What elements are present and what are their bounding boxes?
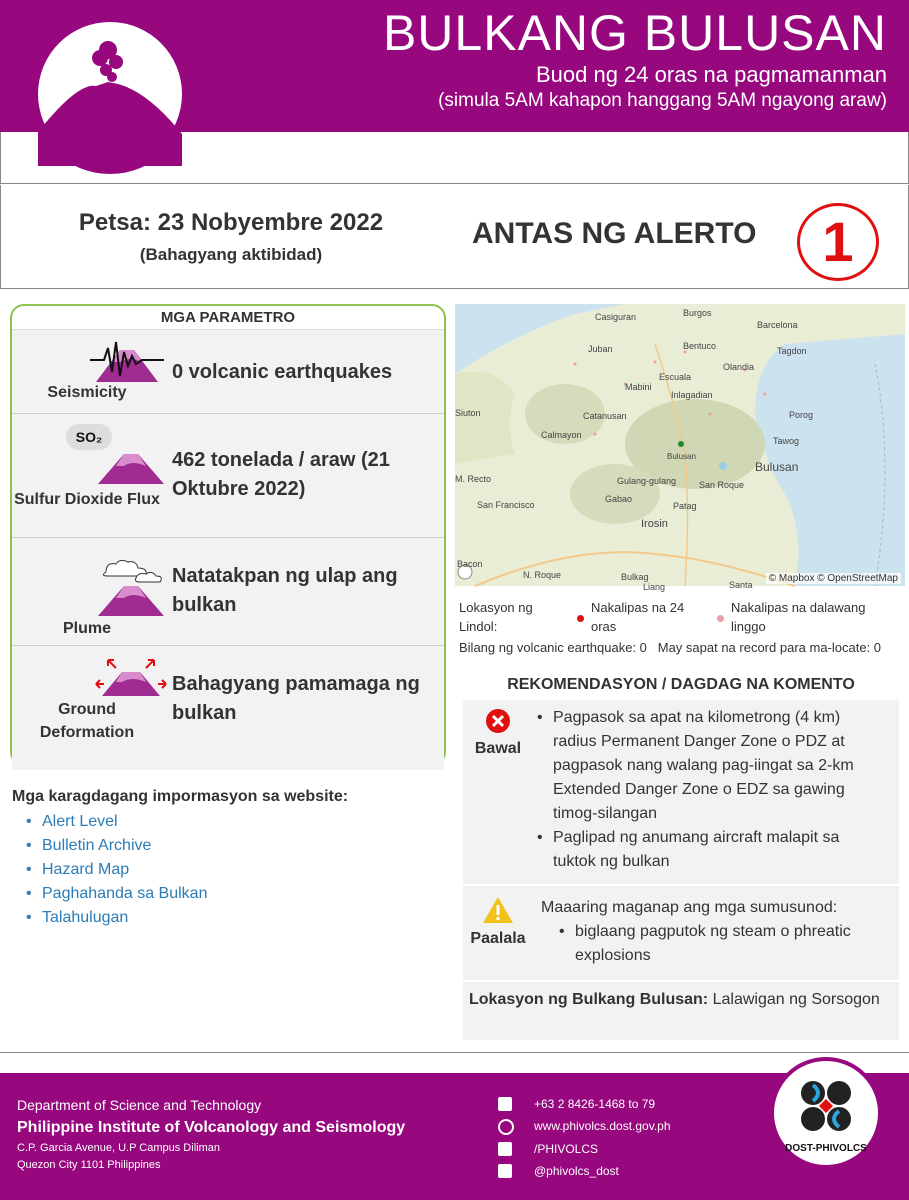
recommendations-title: REKOMENDASYON / DAGDAG NA KOMENTO [507, 676, 855, 693]
earthquake-map[interactable] [455, 304, 905, 592]
legend-location-label: Lokasyon ng Lindol: [459, 600, 533, 634]
parameters-panel [10, 304, 446, 766]
link-hazard-map[interactable]: • Hazard Map [24, 858, 207, 882]
parameter-label: Sulfur Dioxide Flux [14, 491, 160, 508]
legend-recent: Nakalipas na 24 oras [591, 600, 685, 634]
parameter-row-so2 [12, 414, 444, 538]
earthquake-counts: Bilang ng volcanic earthquake: 0 May sapat na record para ma-locate: 0 [459, 640, 882, 655]
prohibited-icon [486, 709, 510, 733]
parameter-label: Ground Deformation [39, 701, 135, 741]
link-paghahanda[interactable]: • Paghahanda sa Bulkan [24, 882, 207, 906]
bulletin-date: Petsa: 23 Nobyembre 2022 [78, 209, 384, 236]
parameter-row-plume [12, 538, 444, 646]
map-place-labels: Casiguran Burgos Barcelona Juban Bentuco Tagdon Escuala Olandia Mabini Inlagadian Siuton Catanusan Porog Calmayon Tawog Bulusan Bulusan M. Recto Gulang-gulang San Roque San Francisco Gabao Irosin Patag N. Roque Bulkag Liang Santa Bacon [455, 308, 814, 592]
info-band [0, 185, 909, 289]
activity-description: (Bahagyang aktibidad) [139, 245, 323, 264]
footer-address-2: Quezon City 1101 Philippines [17, 1159, 161, 1171]
bawal-item: • Paglipad ng anumang aircraft malapit sa tuktok ng bulkan [531, 826, 883, 874]
recommendations-box [463, 700, 899, 1040]
footer-institute: Philippine Institute of Volcanology and Seismology [17, 1119, 406, 1136]
phone-icon [498, 1097, 512, 1111]
paalala-label: Paalala [470, 930, 526, 947]
bawal-label: Bawal [474, 740, 522, 757]
recent-dot-icon [577, 615, 584, 622]
volcano-icon [38, 22, 182, 166]
dost-logo-text: DOST-PHIVOLCS [785, 1143, 867, 1154]
alert-level-badge: 1 [797, 203, 879, 281]
volcano-location [469, 988, 889, 1012]
footer-department: Department of Science and Technology [17, 1097, 262, 1113]
facebook-icon [498, 1142, 512, 1156]
twitter-icon [498, 1164, 512, 1178]
dost-phivolcs-logo [770, 1057, 882, 1169]
footer-address-1: C.P. Garcia Avenue, U.P Campus Diliman [17, 1142, 220, 1154]
globe-search-icon [498, 1119, 514, 1135]
parameter-value: Natatakpan ng ulap ang bulkan [172, 565, 398, 616]
dost-logo-icon [799, 1079, 853, 1133]
link-alert-level[interactable]: • Alert Level [24, 810, 207, 834]
map-attribution[interactable]: © Mapbox © OpenStreetMap [766, 573, 901, 584]
parameter-row-deformation [12, 646, 444, 770]
more-info-heading: Mga karagdagang impormasyon sa website: [12, 788, 349, 805]
paalala-intro: Maaaring maganap ang mga sumusunod: [541, 899, 838, 916]
volcano-location-label: Lokasyon ng Bulkang Bulusan: [469, 991, 709, 1008]
parameter-label: Plume [62, 620, 111, 637]
page-subtitle-period: (simula 5AM kahapon hanggang 5AM ngayong araw) [438, 90, 887, 111]
footer: Department of Science and Technology Philippine Institute of Volcanology and Seismology C.P. Garcia Avenue, U.P Campus Diliman Quezon City 1101 Philippines +63 2 8426-1468 to 79 www.phivolcs.dost.gov.ph /PHIVOLCS @phivolcs_dost [0, 1073, 909, 1200]
bawal-item: • Pagpasok sa apat na kilometrong (4 km) radius Permanent Danger Zone o PDZ at pagpasok nang walang pag-iingat sa 2-km Extended Danger Zone o EDZ sa gawing timog-silangan [531, 706, 883, 826]
footer-divider [0, 1052, 909, 1053]
parameter-label: Seismicity [47, 384, 127, 401]
parameter-value: 462 tonelada / araw (21 Oktubre 2022) [172, 449, 390, 500]
page-subtitle: Buod ng 24 oras na pagmamanman [535, 62, 887, 87]
link-talahulugan[interactable]: • Talahulugan [24, 906, 207, 930]
alert-level-label: ANTAS NG ALERTO [472, 217, 757, 250]
parameter-value: Bahagyang pamamaga ng bulkan [172, 673, 420, 724]
bawal-section [463, 700, 899, 886]
warning-icon [482, 896, 514, 924]
legend-older: Nakalipas na dalawang linggo [731, 600, 866, 634]
parameter-value: 0 volcanic earthquakes [172, 361, 393, 383]
parameter-row-seismicity [12, 330, 444, 414]
volcano-location-value: Lalawigan ng Sorsogon [708, 991, 880, 1008]
so2-cloud-badge: SO₂ [66, 424, 112, 450]
more-info-links [24, 810, 207, 930]
link-bulletin-archive[interactable]: • Bulletin Archive [24, 834, 207, 858]
paalala-item: • biglaang pagputok ng steam o phreatic explosions [553, 920, 891, 968]
parameters-title: MGA PARAMETRO [12, 306, 444, 330]
paalala-section [463, 888, 899, 982]
volcano-logo [30, 14, 190, 174]
older-dot-icon [717, 615, 724, 622]
page-title: BULKANG BULUSAN [382, 5, 887, 61]
